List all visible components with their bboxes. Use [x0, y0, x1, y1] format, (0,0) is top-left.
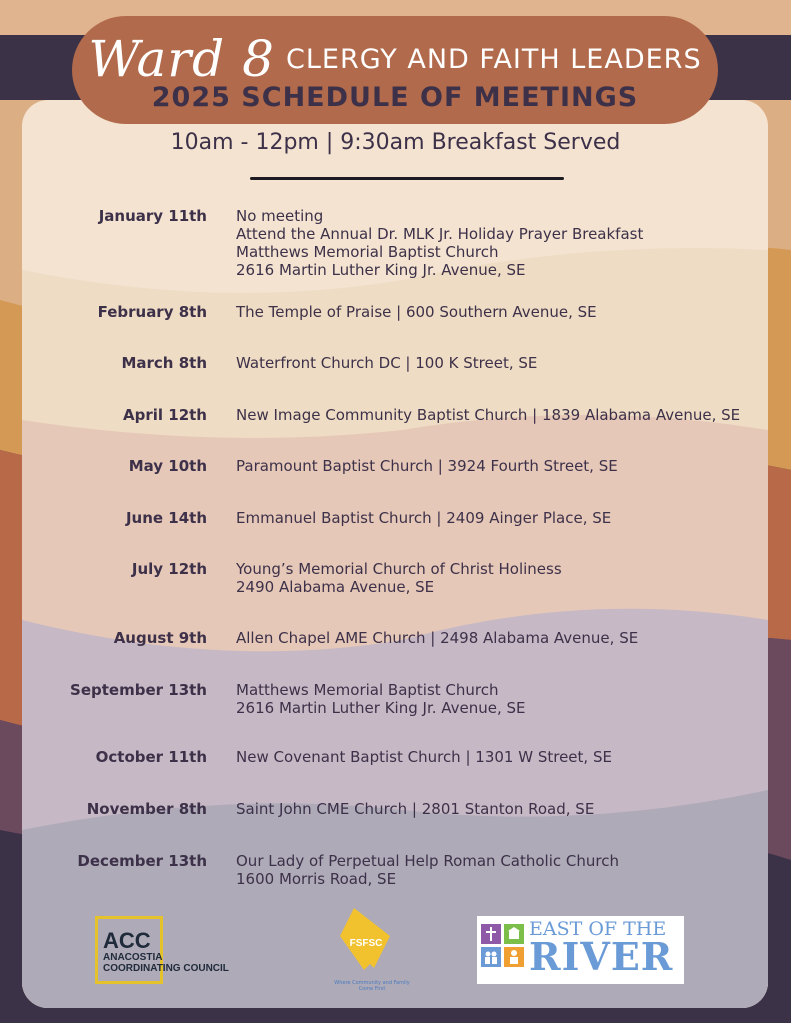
meeting-details — [236, 681, 526, 717]
meeting-date: October 11th — [95, 748, 207, 766]
meeting-details — [236, 629, 638, 647]
fsfsc-tagline: Where Community and Family Come First — [334, 980, 410, 992]
meeting-detail-line: Our Lady of Perpetual Help Roman Catholic Church — [236, 852, 619, 870]
meeting-date: September 13th — [70, 681, 207, 699]
meeting-detail-line: 1600 Morris Road, SE — [236, 870, 397, 888]
meeting-detail-line: Attend the Annual Dr. MLK Jr. Holiday Prayer Breakfast — [236, 225, 644, 243]
meeting-detail-line: Saint John CME Church | 2801 Stanton Road, SE — [236, 800, 595, 818]
meeting-detail-line: Matthews Memorial Baptist Church — [236, 243, 499, 261]
meeting-date: January 11th — [98, 207, 207, 225]
eotr-logo-top-text: EAST OF THE — [529, 918, 667, 940]
meeting-date: May 10th — [128, 457, 207, 475]
meeting-details — [236, 303, 597, 321]
meeting-date: June 14th — [125, 509, 207, 527]
meeting-detail-line: Young’s Memorial Church of Christ Holiness — [236, 560, 562, 578]
acc-logo — [95, 916, 255, 988]
meeting-details — [236, 457, 618, 475]
east-of-the-river-logo — [477, 916, 684, 984]
meeting-date: November 8th — [86, 800, 207, 818]
meeting-details — [236, 354, 537, 372]
meeting-detail-line: 2616 Martin Luther King Jr. Avenue, SE — [236, 699, 526, 717]
meeting-detail-line: No meeting — [236, 207, 324, 225]
ward-8-title: Ward 8 — [88, 30, 275, 88]
meeting-detail-line: Paramount Baptist Church | 3924 Fourth Street, SE — [236, 457, 618, 475]
divider — [250, 177, 564, 180]
meeting-details — [236, 560, 562, 596]
cross-icon — [481, 924, 501, 944]
meeting-detail-line: 2490 Alabama Avenue, SE — [236, 578, 435, 596]
meeting-date: December 13th — [77, 852, 207, 870]
meeting-date: August 9th — [113, 629, 207, 647]
meeting-detail-line: Waterfront Church DC | 100 K Street, SE — [236, 354, 538, 372]
person-icon — [504, 947, 524, 967]
meeting-details — [236, 406, 740, 424]
banner-title — [72, 30, 718, 88]
acc-logo-abbr: ACC — [103, 928, 151, 953]
meeting-details — [236, 207, 643, 279]
schedule-subtitle: 2025 SCHEDULE OF MEETINGS — [151, 82, 639, 113]
eotr-logo-river-text: RIVER — [529, 934, 674, 979]
fsfsc-map-icon — [334, 906, 410, 980]
people-icon — [481, 947, 501, 967]
meeting-detail-line: 2616 Martin Luther King Jr. Avenue, SE — [236, 261, 526, 279]
meeting-detail-line: New Covenant Baptist Church | 1301 W Street, SE — [236, 748, 612, 766]
meeting-date: February 8th — [97, 303, 207, 321]
meeting-details — [236, 748, 612, 766]
title-banner — [72, 16, 718, 124]
clergy-title: CLERGY AND FAITH LEADERS — [285, 43, 702, 75]
meeting-details — [236, 800, 594, 818]
acc-logo-name — [103, 952, 229, 974]
fsfsc-logo-abbr: FSFSC — [349, 938, 383, 949]
meeting-date: April 12th — [123, 406, 207, 424]
meeting-times: 10am - 12pm | 9:30am Breakfast Served — [170, 130, 621, 155]
acc-logo-line2: COORDINATING COUNCIL — [103, 963, 229, 974]
meeting-detail-line: The Temple of Praise | 600 Southern Avenue, SE — [236, 303, 597, 321]
meeting-date: July 12th — [131, 560, 207, 578]
meeting-date: March 8th — [121, 354, 207, 372]
meeting-detail-line: Matthews Memorial Baptist Church — [236, 681, 499, 699]
meeting-detail-line: New Image Community Baptist Church | 1839 Alabama Avenue, SE — [236, 406, 741, 424]
meeting-detail-line: Emmanuel Baptist Church | 2409 Ainger Place, SE — [236, 509, 612, 527]
fsfsc-logo — [334, 906, 410, 998]
school-icon — [504, 924, 524, 944]
acc-logo-line1: ANACOSTIA — [103, 952, 163, 963]
meeting-details — [236, 852, 619, 888]
meeting-detail-line: Allen Chapel AME Church | 2498 Alabama Avenue, SE — [236, 629, 639, 647]
meeting-details — [236, 509, 611, 527]
